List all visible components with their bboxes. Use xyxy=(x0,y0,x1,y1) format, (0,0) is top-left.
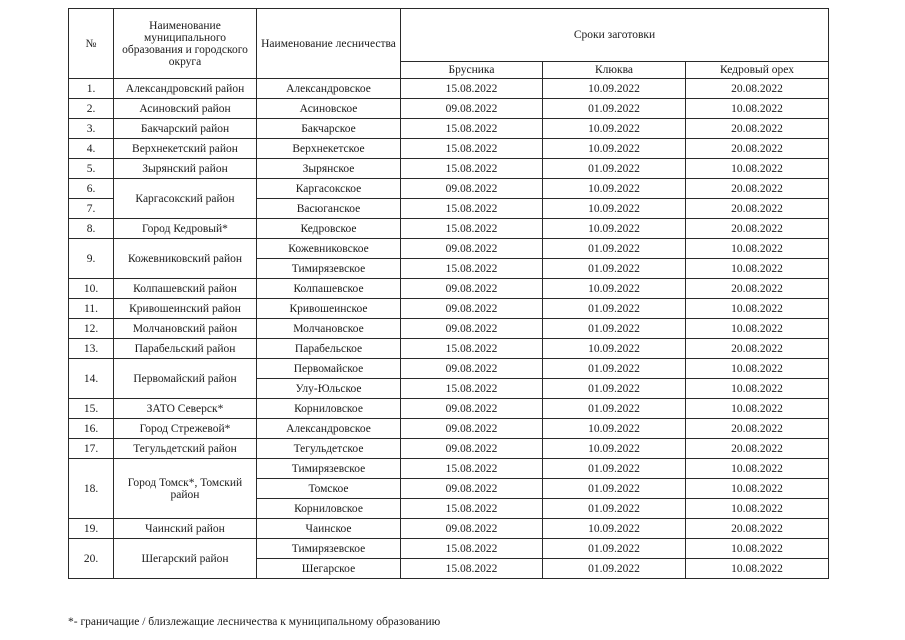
lingonberry-date: 15.08.2022 xyxy=(401,79,543,99)
pine-nut-date: 10.08.2022 xyxy=(686,259,829,279)
table-row xyxy=(69,519,829,539)
table-row xyxy=(69,139,829,159)
cranberry-date: 01.09.2022 xyxy=(543,539,686,559)
forestry-name: Кожевниковское xyxy=(257,239,401,259)
municipality-name: Александровский район xyxy=(114,79,257,99)
table-row xyxy=(69,179,829,199)
row-number: 13. xyxy=(69,339,114,359)
forestry-name: Томское xyxy=(257,479,401,499)
municipality-name: Кривошеинский район xyxy=(114,299,257,319)
lingonberry-date: 15.08.2022 xyxy=(401,199,543,219)
lingonberry-date: 09.08.2022 xyxy=(401,179,543,199)
pine-nut-date: 10.08.2022 xyxy=(686,239,829,259)
row-number: 1. xyxy=(69,79,114,99)
pine-nut-date: 10.08.2022 xyxy=(686,379,829,399)
footnote: *- граничащие / близлежащие лесничества к муниципальному образованию xyxy=(68,616,441,628)
table-body xyxy=(69,79,829,579)
municipality-name: Бакчарский район xyxy=(114,119,257,139)
cranberry-date: 10.09.2022 xyxy=(543,119,686,139)
lingonberry-date: 09.08.2022 xyxy=(401,279,543,299)
forestry-name: Александровское xyxy=(257,79,401,99)
cranberry-date: 10.09.2022 xyxy=(543,279,686,299)
municipality-name: Асиновский район xyxy=(114,99,257,119)
lingonberry-date: 15.08.2022 xyxy=(401,259,543,279)
pine-nut-date: 20.08.2022 xyxy=(686,119,829,139)
forestry-name: Улу-Юльское xyxy=(257,379,401,399)
pine-nut-date: 20.08.2022 xyxy=(686,279,829,299)
row-number: 15. xyxy=(69,399,114,419)
cranberry-date: 01.09.2022 xyxy=(543,319,686,339)
lingonberry-date: 09.08.2022 xyxy=(401,319,543,339)
cranberry-date: 01.09.2022 xyxy=(543,359,686,379)
forestry-name: Васюганское xyxy=(257,199,401,219)
cranberry-date: 01.09.2022 xyxy=(543,259,686,279)
row-number: 8. xyxy=(69,219,114,239)
lingonberry-date: 15.08.2022 xyxy=(401,159,543,179)
forestry-name: Асиновское xyxy=(257,99,401,119)
cranberry-date: 01.09.2022 xyxy=(543,379,686,399)
row-number: 19. xyxy=(69,519,114,539)
cranberry-date: 10.09.2022 xyxy=(543,439,686,459)
row-number: 12. xyxy=(69,319,114,339)
cranberry-date: 10.09.2022 xyxy=(543,519,686,539)
pine-nut-date: 20.08.2022 xyxy=(686,419,829,439)
municipality-name: Кожевниковский район xyxy=(114,239,257,279)
table-row xyxy=(69,319,829,339)
pine-nut-date: 20.08.2022 xyxy=(686,199,829,219)
lingonberry-date: 09.08.2022 xyxy=(401,359,543,379)
cranberry-date: 01.09.2022 xyxy=(543,159,686,179)
cranberry-date: 10.09.2022 xyxy=(543,139,686,159)
municipality-name: Каргасокский район xyxy=(114,179,257,219)
forestry-name: Кривошеинское xyxy=(257,299,401,319)
lingonberry-date: 15.08.2022 xyxy=(401,379,543,399)
table-row xyxy=(69,299,829,319)
cranberry-date: 10.09.2022 xyxy=(543,419,686,439)
lingonberry-date: 15.08.2022 xyxy=(401,459,543,479)
cranberry-date: 01.09.2022 xyxy=(543,559,686,579)
pine-nut-date: 20.08.2022 xyxy=(686,219,829,239)
forestry-name: Первомайское xyxy=(257,359,401,379)
forestry-name: Тимирязевское xyxy=(257,259,401,279)
table-row xyxy=(69,79,829,99)
municipality-name: Молчановский район xyxy=(114,319,257,339)
forestry-name: Колпашевское xyxy=(257,279,401,299)
row-number: 20. xyxy=(69,539,114,579)
lingonberry-date: 15.08.2022 xyxy=(401,539,543,559)
row-number: 17. xyxy=(69,439,114,459)
table-row xyxy=(69,339,829,359)
table-row xyxy=(69,99,829,119)
pine-nut-date: 10.08.2022 xyxy=(686,159,829,179)
table-row xyxy=(69,399,829,419)
lingonberry-date: 15.08.2022 xyxy=(401,559,543,579)
municipality-name: Зырянский район xyxy=(114,159,257,179)
municipality-name: Парабельский район xyxy=(114,339,257,359)
header-forestry: Наименование лесничества xyxy=(257,9,401,79)
forestry-name: Шегарское xyxy=(257,559,401,579)
pine-nut-date: 10.08.2022 xyxy=(686,499,829,519)
harvest-terms-table xyxy=(68,8,829,579)
cranberry-date: 01.09.2022 xyxy=(543,399,686,419)
pine-nut-date: 20.08.2022 xyxy=(686,439,829,459)
lingonberry-date: 09.08.2022 xyxy=(401,439,543,459)
municipality-name: Город Кедровый* xyxy=(114,219,257,239)
pine-nut-date: 20.08.2022 xyxy=(686,179,829,199)
forestry-name: Зырянское xyxy=(257,159,401,179)
cranberry-date: 01.09.2022 xyxy=(543,479,686,499)
pine-nut-date: 10.08.2022 xyxy=(686,479,829,499)
municipality-name: Колпашевский район xyxy=(114,279,257,299)
lingonberry-date: 15.08.2022 xyxy=(401,139,543,159)
row-number: 11. xyxy=(69,299,114,319)
lingonberry-date: 09.08.2022 xyxy=(401,519,543,539)
header-harvest-terms: Сроки заготовки xyxy=(401,9,829,62)
lingonberry-date: 15.08.2022 xyxy=(401,119,543,139)
lingonberry-date: 09.08.2022 xyxy=(401,299,543,319)
forestry-name: Молчановское xyxy=(257,319,401,339)
forestry-name: Бакчарское xyxy=(257,119,401,139)
pine-nut-date: 20.08.2022 xyxy=(686,139,829,159)
lingonberry-date: 15.08.2022 xyxy=(401,219,543,239)
municipality-name: Первомайский район xyxy=(114,359,257,399)
header-number: № xyxy=(69,9,114,79)
pine-nut-date: 10.08.2022 xyxy=(686,539,829,559)
cranberry-date: 01.09.2022 xyxy=(543,459,686,479)
lingonberry-date: 15.08.2022 xyxy=(401,499,543,519)
lingonberry-date: 09.08.2022 xyxy=(401,239,543,259)
header-pine-nut: Кедровый орех xyxy=(686,62,829,79)
header-municipality: Наименование муниципального образования и городского округа xyxy=(114,9,257,79)
table-row xyxy=(69,239,829,259)
cranberry-date: 10.09.2022 xyxy=(543,179,686,199)
pine-nut-date: 10.08.2022 xyxy=(686,459,829,479)
table-row xyxy=(69,539,829,559)
table-row xyxy=(69,159,829,179)
pine-nut-date: 10.08.2022 xyxy=(686,399,829,419)
row-number: 2. xyxy=(69,99,114,119)
forestry-name: Тегульдетское xyxy=(257,439,401,459)
cranberry-date: 01.09.2022 xyxy=(543,299,686,319)
cranberry-date: 10.09.2022 xyxy=(543,219,686,239)
table-row xyxy=(69,279,829,299)
municipality-name: Город Стрежевой* xyxy=(114,419,257,439)
municipality-name: Чаинский район xyxy=(114,519,257,539)
pine-nut-date: 20.08.2022 xyxy=(686,79,829,99)
forestry-name: Тимирязевское xyxy=(257,539,401,559)
cranberry-date: 10.09.2022 xyxy=(543,339,686,359)
pine-nut-date: 10.08.2022 xyxy=(686,559,829,579)
pine-nut-date: 20.08.2022 xyxy=(686,519,829,539)
row-number: 16. xyxy=(69,419,114,439)
header-lingonberry: Брусника xyxy=(401,62,543,79)
pine-nut-date: 20.08.2022 xyxy=(686,339,829,359)
cranberry-date: 10.09.2022 xyxy=(543,79,686,99)
municipality-name: Шегарский район xyxy=(114,539,257,579)
lingonberry-date: 09.08.2022 xyxy=(401,399,543,419)
forestry-name: Корниловское xyxy=(257,499,401,519)
lingonberry-date: 09.08.2022 xyxy=(401,479,543,499)
table-row xyxy=(69,359,829,379)
cranberry-date: 01.09.2022 xyxy=(543,99,686,119)
header-cranberry: Клюква xyxy=(543,62,686,79)
row-number: 10. xyxy=(69,279,114,299)
pine-nut-date: 10.08.2022 xyxy=(686,359,829,379)
forestry-name: Каргасокское xyxy=(257,179,401,199)
table-row xyxy=(69,419,829,439)
table-row xyxy=(69,219,829,239)
row-number: 9. xyxy=(69,239,114,279)
row-number: 5. xyxy=(69,159,114,179)
table-row xyxy=(69,439,829,459)
pine-nut-date: 10.08.2022 xyxy=(686,299,829,319)
municipality-name: ЗАТО Северск* xyxy=(114,399,257,419)
municipality-name: Тегульдетский район xyxy=(114,439,257,459)
row-number: 18. xyxy=(69,459,114,519)
lingonberry-date: 09.08.2022 xyxy=(401,99,543,119)
forestry-name: Кедровское xyxy=(257,219,401,239)
row-number: 4. xyxy=(69,139,114,159)
table-row xyxy=(69,459,829,479)
municipality-name: Верхнекетский район xyxy=(114,139,257,159)
cranberry-date: 01.09.2022 xyxy=(543,499,686,519)
cranberry-date: 01.09.2022 xyxy=(543,239,686,259)
forestry-name: Тимирязевское xyxy=(257,459,401,479)
forestry-name: Парабельское xyxy=(257,339,401,359)
cranberry-date: 10.09.2022 xyxy=(543,199,686,219)
forestry-name: Верхнекетское xyxy=(257,139,401,159)
lingonberry-date: 15.08.2022 xyxy=(401,339,543,359)
pine-nut-date: 10.08.2022 xyxy=(686,319,829,339)
table-row xyxy=(69,119,829,139)
lingonberry-date: 09.08.2022 xyxy=(401,419,543,439)
row-number: 6. xyxy=(69,179,114,199)
pine-nut-date: 10.08.2022 xyxy=(686,99,829,119)
municipality-name: Город Томск*, Томский район xyxy=(114,459,257,519)
row-number: 3. xyxy=(69,119,114,139)
forestry-name: Чаинское xyxy=(257,519,401,539)
forestry-name: Александровское xyxy=(257,419,401,439)
forestry-name: Корниловское xyxy=(257,399,401,419)
row-number: 7. xyxy=(69,199,114,219)
row-number: 14. xyxy=(69,359,114,399)
